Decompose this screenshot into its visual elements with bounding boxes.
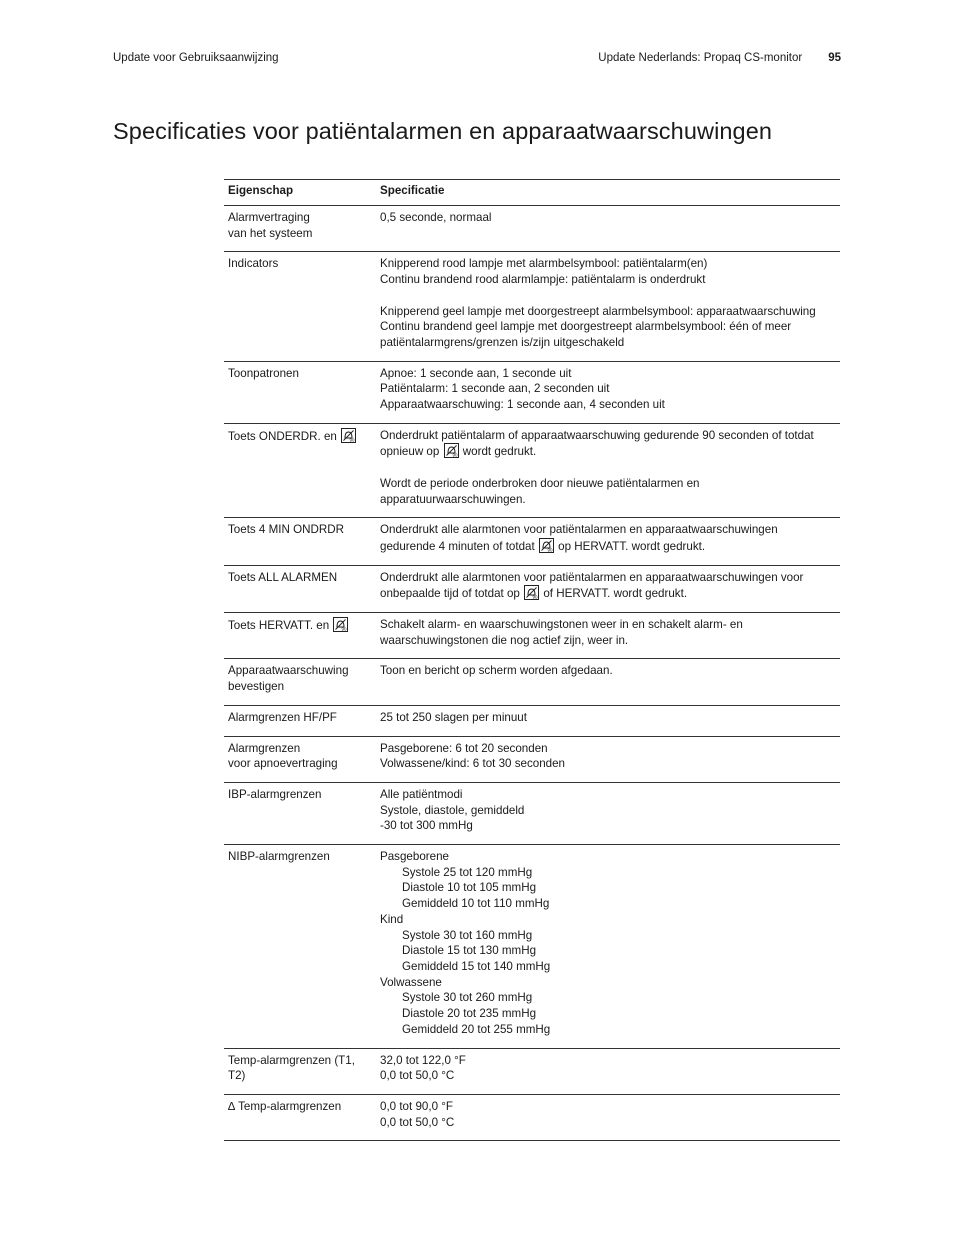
spec-line: Apnoe: 1 seconde aan, 1 seconde uit (380, 366, 572, 380)
spec-line: -30 tot 300 mmHg (380, 819, 473, 833)
spec-line: waarschuwingstonen die nog actief zijn, weer in. (380, 633, 629, 647)
spec-line (380, 443, 836, 460)
spec-text: of HERVATT. wordt gedrukt. (543, 587, 688, 601)
table-row (224, 252, 840, 361)
table-row (224, 361, 840, 423)
spec-line: Diastole 20 tot 235 mmHg (402, 1007, 537, 1021)
property-cell (224, 1094, 376, 1140)
spec-line: Onderdrukt alle alarmtonen voor patiëntalarmen en apparaatwaarschuwingen voor (380, 570, 804, 584)
spec-text: wordt gedrukt. (462, 445, 537, 459)
table-row (224, 705, 840, 736)
property-cell (224, 361, 376, 423)
spec-line: patiëntalarmgrens/grenzen is/zijn uitgeschakeld (380, 335, 625, 349)
spacer (380, 460, 836, 476)
spec-line: Systole 30 tot 260 mmHg (402, 991, 533, 1005)
spec-line: Apparaatwaarschuwing: 1 seconde aan, 4 seconden uit (380, 398, 665, 412)
spec-text: op HERVATT. wordt gedrukt. (558, 539, 706, 553)
spec-line: Pasgeborene (380, 850, 449, 864)
spec-line: 32,0 tot 122,0 °F (380, 1053, 466, 1067)
property-line: Alarmgrenzen (228, 741, 301, 755)
spec-line: Systole, diastole, gemiddeld (380, 803, 525, 817)
svg-text:90: 90 (547, 547, 553, 552)
property-line: IBP-alarmgrenzen (228, 787, 322, 801)
property-text: Toets ONDERDR. en (228, 429, 337, 443)
property-text: Temp-alarmgrenzen (238, 1099, 342, 1113)
spec-line: Knipperend geel lampje met doorgestreept alarmbelsymbool: apparaatwaarschuwing (380, 304, 816, 318)
spec-line: Kind (380, 912, 404, 926)
spec-line: Wordt de periode onderbroken door nieuwe patiëntalarmen en (380, 476, 700, 490)
spec-line: 25 tot 250 slagen per minuut (380, 710, 527, 724)
property-line: Apparaatwaarschuwing (228, 664, 349, 678)
spec-line: Gemiddeld 10 tot 110 mmHg (402, 897, 550, 911)
property-line (228, 1099, 372, 1115)
alarm-silence-key-icon (333, 617, 348, 632)
specification-cell (376, 845, 840, 1048)
specification-cell (376, 206, 840, 252)
spec-line: Continu brandend rood alarmlampje: patiëntalarm is onderdrukt (380, 273, 706, 287)
alarm-silence-key-icon (444, 443, 459, 458)
spec-line: 0,0 tot 50,0 °C (380, 1115, 455, 1129)
alarm-silence-key-icon (341, 428, 356, 443)
property-cell (224, 206, 376, 252)
property-line: NIBP-alarmgrenzen (228, 850, 330, 864)
spec-line: Volwassene/kind: 6 tot 30 seconden (380, 757, 565, 771)
specification-cell (376, 659, 840, 705)
delta-symbol: ∆ (228, 1099, 236, 1113)
specification-cell (376, 361, 840, 423)
spec-text: opnieuw op (380, 445, 440, 459)
spec-line: Continu brandend geel lampje met doorgestreept alarmbelsymbool: één of meer (380, 320, 792, 334)
spec-line: Onderdrukt alle alarmtonen voor patiëntalarmen en apparaatwaarschuwingen (380, 523, 778, 537)
spec-line: Volwassene (380, 975, 442, 989)
property-line (228, 428, 372, 445)
spec-line: apparatuurwaarschuwingen. (380, 492, 526, 506)
property-line: Alarmgrenzen HF/PF (228, 710, 337, 724)
property-cell (224, 613, 376, 659)
svg-text:90: 90 (341, 626, 347, 632)
spec-line: Alle patiëntmodi (380, 787, 463, 801)
table-row (224, 1094, 840, 1140)
spec-line: Systole 25 tot 120 mmHg (402, 865, 533, 879)
table-row (224, 782, 840, 844)
specification-cell (376, 252, 840, 361)
spec-line: 0,5 seconde, normaal (380, 211, 492, 224)
property-line: Toets ALL ALARMEN (228, 570, 338, 584)
property-line: Indicators (228, 257, 279, 271)
specification-cell (376, 1094, 840, 1140)
spec-line: Gemiddeld 15 tot 140 mmHg (402, 959, 551, 973)
specification-cell (376, 613, 840, 659)
property-cell (224, 565, 376, 612)
spec-line: Pasgeborene: 6 tot 20 seconden (380, 741, 548, 755)
specification-cell (376, 423, 840, 518)
spec-line: 0,0 tot 50,0 °C (380, 1069, 455, 1083)
spec-line (380, 585, 836, 602)
property-cell (224, 252, 376, 361)
svg-text:90: 90 (452, 452, 458, 458)
specification-table (224, 179, 840, 1141)
spec-line: Schakelt alarm- en waarschuwingstonen weer in en schakelt alarm- en (380, 618, 743, 632)
property-cell (224, 705, 376, 736)
table-row (224, 565, 840, 612)
property-cell (224, 845, 376, 1048)
specification-cell (376, 1048, 840, 1094)
property-cell (224, 1048, 376, 1094)
header-document-title: Update Nederlands: Propaq CS-monitor (598, 52, 803, 64)
alarm-silence-key-icon (539, 538, 554, 553)
table-header-row (224, 180, 840, 206)
spacer (380, 288, 836, 304)
column-header-property: Eigenschap (228, 184, 294, 197)
specification-cell (376, 565, 840, 612)
spec-line: Patiëntalarm: 1 seconde aan, 2 seconden uit (380, 382, 610, 396)
property-text: Toets HERVATT. en (228, 619, 330, 633)
header-right (598, 52, 841, 64)
table-row (224, 423, 840, 518)
property-line (228, 617, 372, 634)
page-number: 95 (828, 52, 841, 64)
table-row (224, 659, 840, 705)
svg-text:90: 90 (349, 437, 355, 442)
property-line: voor apnoevertraging (228, 757, 338, 771)
spec-line: Gemiddeld 20 tot 255 mmHg (402, 1022, 551, 1036)
page-header (113, 52, 841, 70)
column-header-specification: Specificatie (380, 184, 445, 197)
table-row (224, 845, 840, 1048)
property-cell (224, 518, 376, 565)
page-title: Specificaties voor patiëntalarmen en apparaatwaarschuwingen (113, 118, 773, 144)
table-row (224, 1048, 840, 1094)
table-row (224, 206, 840, 252)
specification-cell (376, 782, 840, 844)
spec-text: onbepaalde tijd of totdat op (380, 587, 520, 601)
spec-line: Systole 30 tot 160 mmHg (402, 928, 533, 942)
spec-text: gedurende 4 minuten of totdat (380, 539, 535, 553)
property-line: bevestigen (228, 680, 285, 694)
table-row (224, 518, 840, 565)
header-left: Update voor Gebruiksaanwijzing (113, 52, 279, 64)
specification-cell (376, 705, 840, 736)
spec-line: Knipperend rood lampje met alarmbelsymbool: patiëntalarm(en) (380, 257, 708, 271)
specification-cell (376, 518, 840, 565)
spec-line: Diastole 15 tot 130 mmHg (402, 944, 537, 958)
alarm-silence-key-icon (524, 585, 539, 600)
table-row (224, 613, 840, 659)
spec-line: Toon en bericht op scherm worden afgedaan. (380, 664, 613, 678)
property-line: Alarmvertraging (228, 211, 310, 224)
property-line: van het systeem (228, 226, 313, 240)
property-cell (224, 659, 376, 705)
property-cell (224, 782, 376, 844)
spec-line: Onderdrukt patiëntalarm of apparaatwaarschuwing gedurende 90 seconden of totdat (380, 428, 814, 442)
property-line: Toonpatronen (228, 366, 299, 380)
property-line: Temp-alarmgrenzen (T1, T2) (228, 1053, 355, 1083)
svg-text:90: 90 (532, 594, 538, 600)
spec-line: 0,0 tot 90,0 °F (380, 1099, 453, 1113)
property-cell (224, 736, 376, 782)
property-cell (224, 423, 376, 518)
specification-cell (376, 736, 840, 782)
spec-line: Diastole 10 tot 105 mmHg (402, 881, 537, 895)
table-row (224, 736, 840, 782)
spec-line (380, 538, 836, 555)
property-line: Toets 4 MIN ONDRDR (228, 523, 344, 537)
